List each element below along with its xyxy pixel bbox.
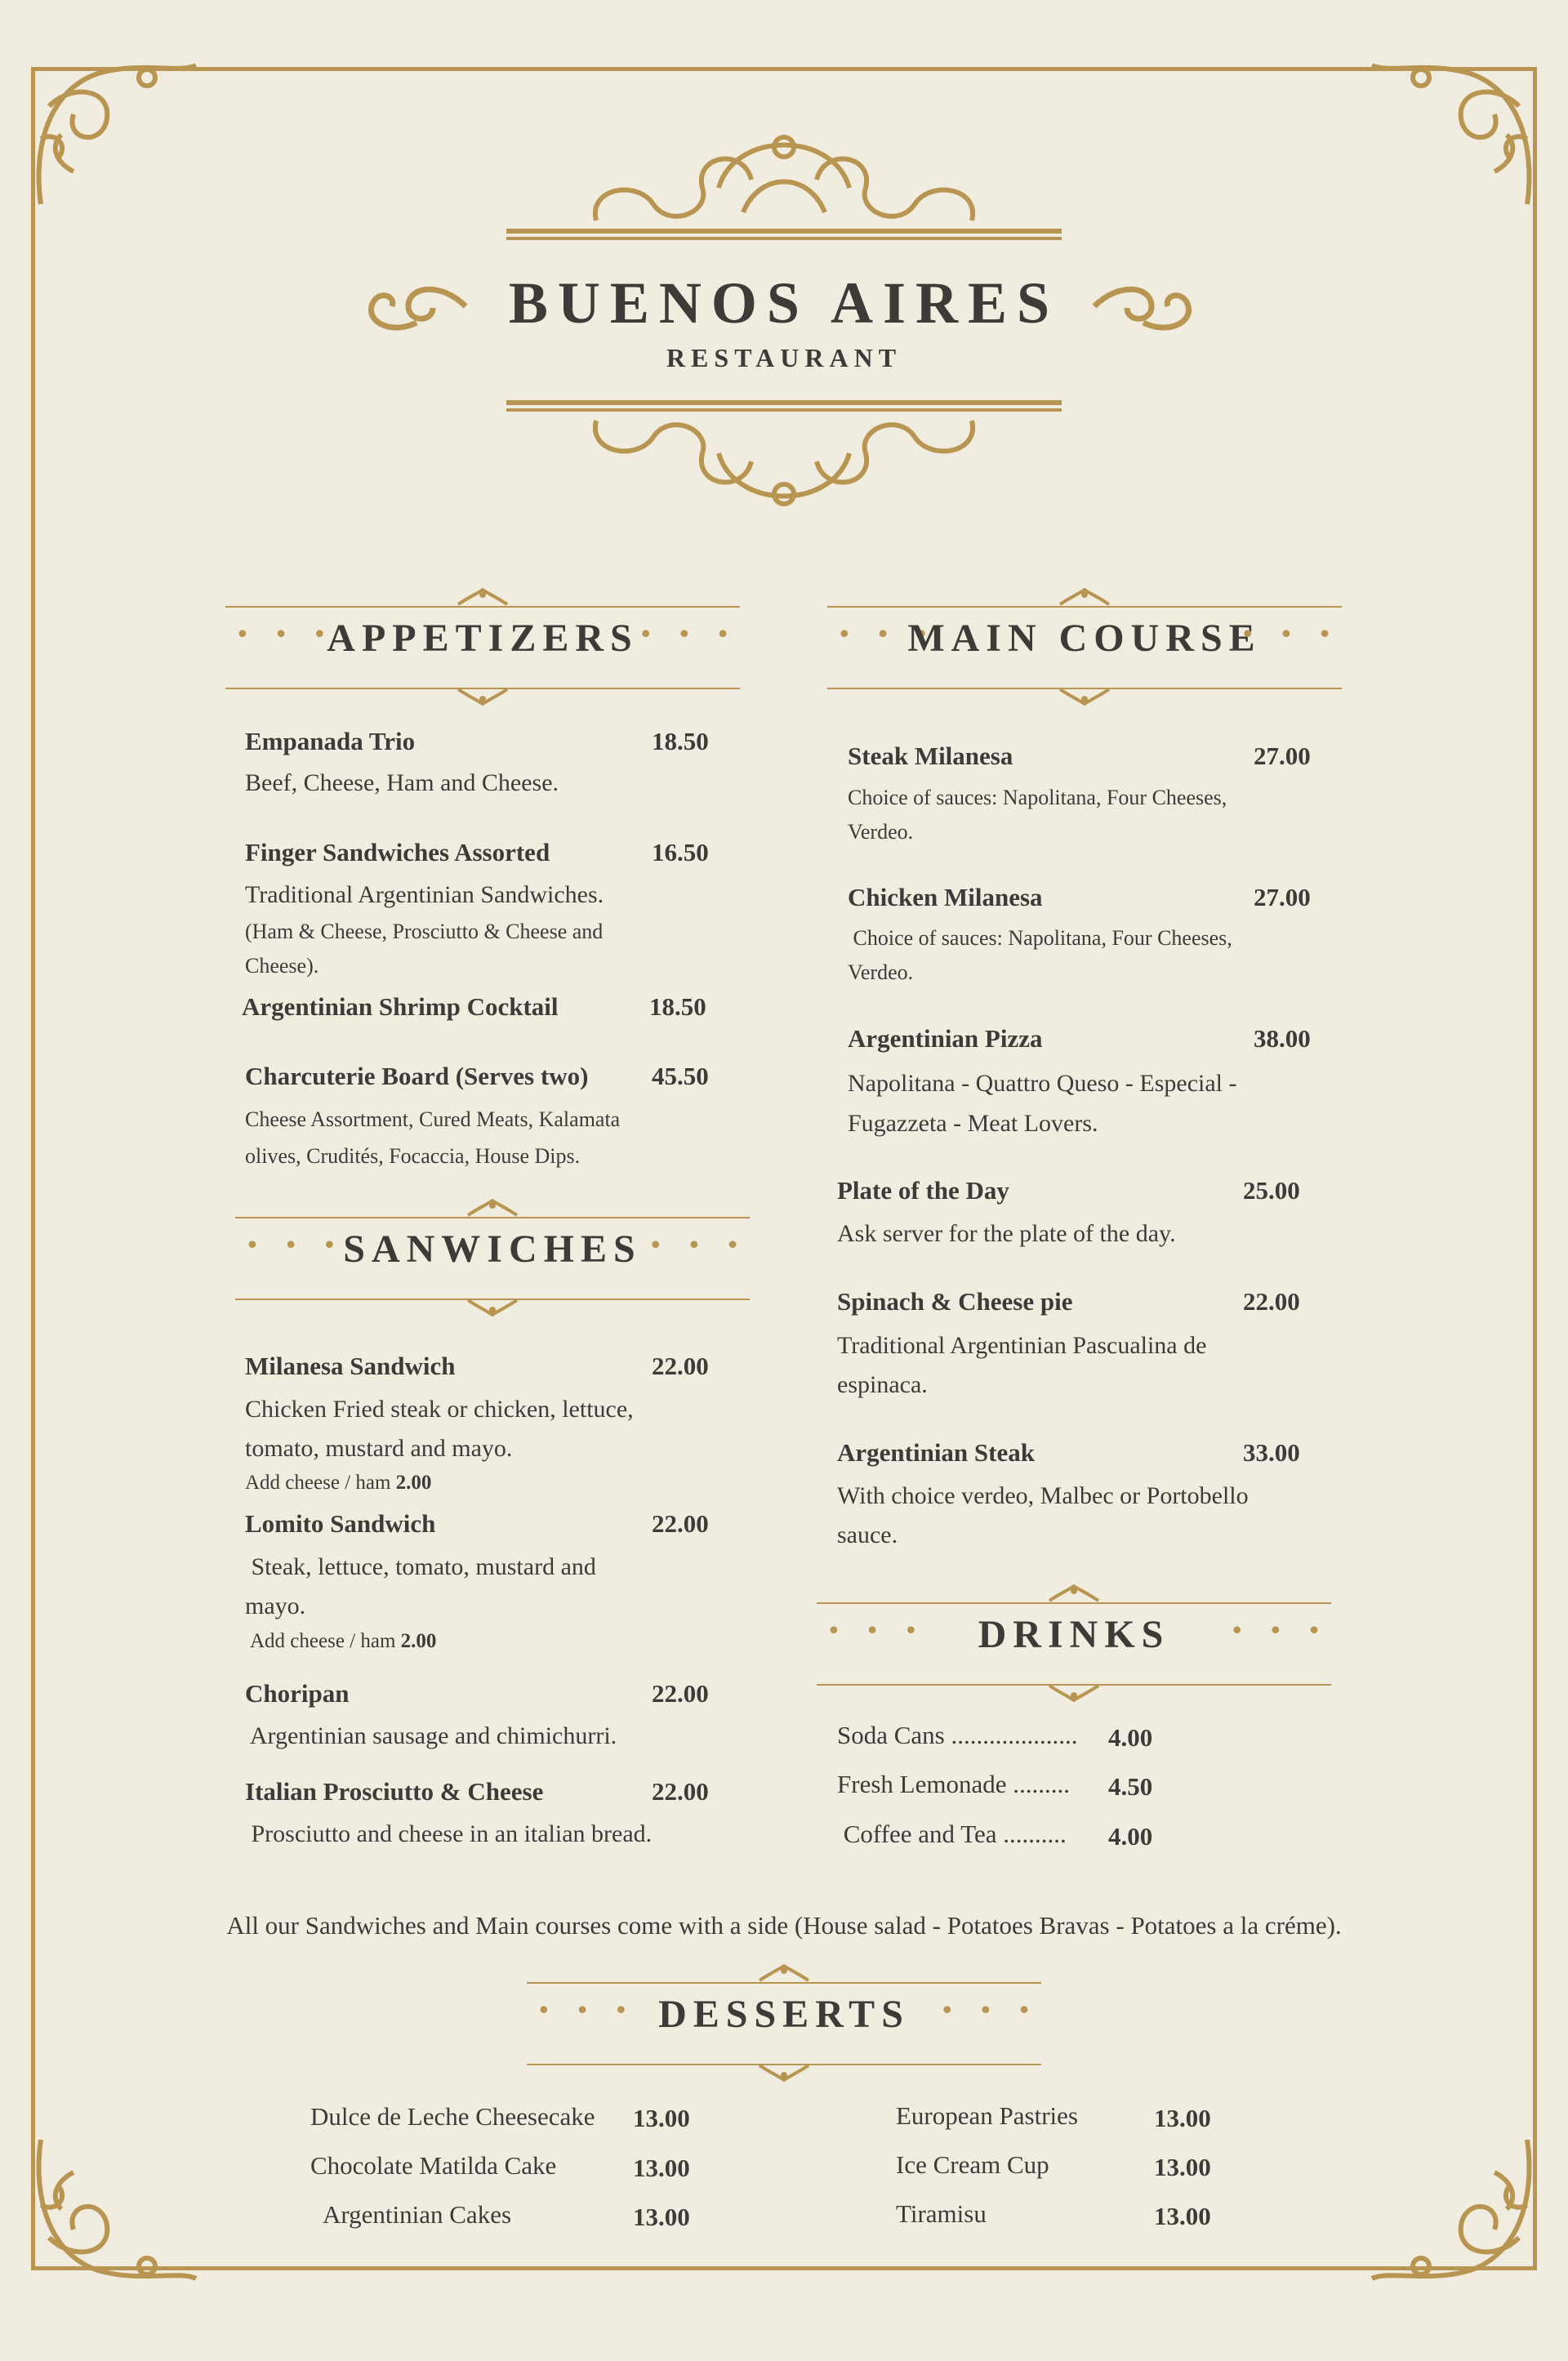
main-name: Steak Milanesa — [848, 742, 1013, 770]
main-course-heading: • • • MAIN COURSE • • • — [827, 588, 1342, 702]
appetizer-desc-small: Cheese). — [245, 954, 319, 978]
main-desc-small: Verdeo. — [848, 960, 914, 984]
drink-name: Coffee and Tea .......... — [837, 1820, 1067, 1848]
crown-ornament — [464, 1297, 521, 1316]
sandwich-price: 22.00 — [652, 1509, 709, 1538]
sandwich-price: 22.00 — [652, 1777, 709, 1806]
dessert-name: Argentinian Cakes — [323, 2200, 512, 2229]
main-name: Spinach & Cheese pie — [837, 1287, 1073, 1316]
main-name: Argentinian Pizza — [848, 1024, 1043, 1053]
crown-ornament — [454, 588, 511, 608]
appetizer-name: Argentinian Shrimp Cocktail — [242, 992, 559, 1021]
crown-ornament — [755, 2062, 813, 2082]
sandwich-name: Italian Prosciutto & Cheese — [245, 1777, 544, 1806]
corner-flourish-top-right — [1364, 57, 1544, 221]
appetizer-name: Finger Sandwiches Assorted — [245, 838, 550, 866]
main-desc: Fugazzeta - Meat Lovers. — [848, 1110, 1098, 1137]
drink-price: 4.00 — [1108, 1723, 1153, 1752]
appetizers-heading: • • • APPETIZERS • • • — [225, 588, 740, 702]
desserts-heading: • • • DESSERTS • • • — [527, 1964, 1041, 2078]
sandwich-desc: Prosciutto and cheese in an italian bread. — [245, 1820, 653, 1847]
appetizer-desc: Beef, Cheese, Ham and Cheese. — [245, 769, 559, 796]
main-desc-small: Choice of sauces: Napolitana, Four Cheeses, — [848, 786, 1227, 809]
crown-ornament — [1056, 686, 1113, 706]
dessert-price: 13.00 — [633, 2203, 690, 2231]
crown-ornament — [1045, 1682, 1102, 1702]
sandwich-desc: Steak, lettuce, tomato, mustard and — [245, 1553, 596, 1580]
drink-name: Soda Cans .................... — [837, 1721, 1078, 1749]
header-flourish-bottom — [498, 396, 1070, 519]
appetizer-desc-small: Cheese Assortment, Cured Meats, Kalamata — [245, 1107, 621, 1131]
corner-flourish-bottom-left — [24, 2123, 204, 2287]
crown-ornament — [464, 1199, 521, 1218]
main-price: 27.00 — [1254, 742, 1311, 770]
restaurant-name: BUENOS AIRES — [508, 270, 1060, 336]
appetizer-price: 18.50 — [649, 992, 706, 1021]
main-price: 33.00 — [1243, 1438, 1300, 1467]
corner-flourish-bottom-right — [1364, 2123, 1544, 2287]
crown-ornament — [1045, 1584, 1102, 1604]
header-flourish-top — [498, 123, 1070, 245]
drinks-heading: • • • DRINKS • • • — [817, 1584, 1331, 1699]
dessert-price: 13.00 — [1154, 2202, 1211, 2230]
main-name: Chicken Milanesa — [848, 883, 1043, 911]
main-desc-small: Verdeo. — [848, 820, 914, 844]
dessert-name: Tiramisu — [896, 2199, 987, 2228]
dessert-name: Ice Cream Cup — [896, 2150, 1049, 2179]
dessert-price: 13.00 — [1154, 2104, 1211, 2132]
crown-ornament — [454, 686, 511, 706]
dessert-name: Dulce de Leche Cheesecake — [310, 2102, 595, 2131]
main-desc: espinaca. — [837, 1371, 928, 1398]
appetizer-desc-small: olives, Crudités, Focaccia, House Dips. — [245, 1144, 581, 1168]
appetizer-name: Empanada Trio — [245, 727, 416, 755]
sandwich-name: Lomito Sandwich — [245, 1509, 436, 1538]
main-price: 22.00 — [1243, 1287, 1300, 1316]
sandwiches-heading: • • • SANWICHES • • • — [235, 1199, 750, 1313]
appetizer-desc-small: (Ham & Cheese, Prosciutto & Cheese and — [245, 920, 604, 943]
main-desc: With choice verdeo, Malbec or Portobello — [837, 1482, 1249, 1509]
dessert-name: European Pastries — [896, 2101, 1078, 2130]
sides-note: All our Sandwiches and Main courses come with a side (House salad - Potatoes Bravas - Potatoes a la créme). — [226, 1911, 1342, 1940]
main-price: 27.00 — [1254, 883, 1311, 911]
main-desc: Napolitana - Quattro Queso - Especial - — [848, 1070, 1237, 1097]
sandwich-desc: Chicken Fried steak or chicken, lettuce, — [245, 1396, 634, 1423]
main-desc-small: Choice of sauces: Napolitana, Four Cheeses, — [848, 926, 1232, 950]
main-name: Argentinian Steak — [837, 1438, 1035, 1467]
drink-price: 4.00 — [1108, 1822, 1153, 1851]
appetizer-price: 45.50 — [652, 1062, 709, 1090]
main-desc: sauce. — [837, 1521, 898, 1548]
sandwich-name: Choripan — [245, 1679, 350, 1708]
sandwich-price: 22.00 — [652, 1679, 709, 1708]
drink-name: Fresh Lemonade ......... — [837, 1770, 1070, 1798]
appetizer-price: 18.50 — [652, 727, 709, 755]
dessert-price: 13.00 — [633, 2104, 690, 2132]
sandwich-desc: Argentinian sausage and chimichurri. — [245, 1722, 617, 1749]
dessert-price: 13.00 — [633, 2154, 690, 2182]
dessert-price: 13.00 — [1154, 2153, 1211, 2181]
main-price: 25.00 — [1243, 1176, 1300, 1205]
main-price: 38.00 — [1254, 1024, 1311, 1053]
sandwich-addon-note: Add cheese / ham 2.00 — [250, 1630, 437, 1652]
sandwich-addon-note: Add cheese / ham 2.00 — [245, 1472, 432, 1494]
appetizer-price: 16.50 — [652, 838, 709, 866]
restaurant-subtitle: RESTAURANT — [666, 343, 902, 372]
dessert-name: Chocolate Matilda Cake — [310, 2151, 557, 2180]
sandwich-price: 22.00 — [652, 1352, 709, 1380]
appetizer-name: Charcuterie Board (Serves two) — [245, 1062, 589, 1090]
main-name: Plate of the Day — [837, 1176, 1009, 1205]
sandwich-name: Milanesa Sandwich — [245, 1352, 456, 1380]
main-desc: Traditional Argentinian Pascualina de — [837, 1332, 1207, 1359]
crown-ornament — [1056, 588, 1113, 608]
sandwich-desc: mayo. — [245, 1593, 306, 1619]
crown-ornament — [755, 1964, 813, 1984]
drink-price: 4.50 — [1108, 1772, 1153, 1801]
corner-flourish-top-left — [24, 57, 204, 221]
sandwich-desc: tomato, mustard and mayo. — [245, 1435, 513, 1462]
main-desc: Ask server for the plate of the day. — [837, 1220, 1176, 1247]
appetizer-desc: Traditional Argentinian Sandwiches. — [245, 881, 604, 908]
